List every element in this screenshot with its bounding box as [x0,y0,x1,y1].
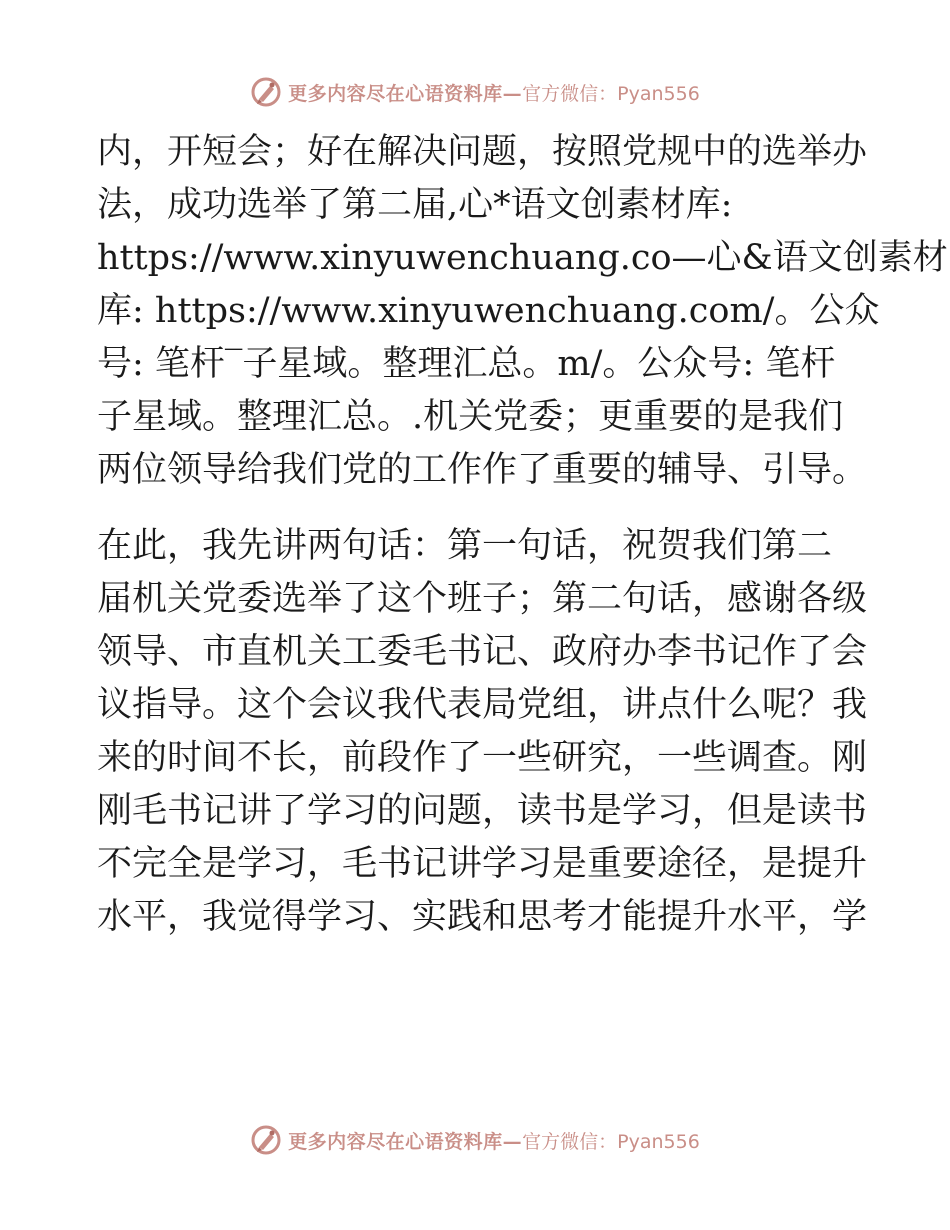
banner-title: 更多内容尽在心语资料库— [288,1130,523,1153]
brush-pen-logo-icon [250,76,282,108]
text-line: 库: https://www.xinyuwenchuang.com/。公众 [97,291,880,331]
document-body [97,126,948,944]
text-line: 刚毛书记讲了学习的问题，读书是学习，但是读书 [97,791,868,831]
banner-account: 官方微信：Pyan556 [522,1130,700,1153]
paragraph-2 [97,520,868,944]
text-line: 内，开短会；好在解决问题，按照党规中的选举办 [97,132,868,172]
text-line: 子星域。整理汇总。.机关党委；更重要的是我们 [97,397,844,437]
banner-title: 更多内容尽在心语资料库— [288,82,523,105]
paragraph-1 [97,126,948,497]
text-line: 届机关党委选举了这个班子；第二句话，感谢各级 [97,579,868,619]
text-line: 水平，我觉得学习、实践和思考才能提升水平，学 [97,897,868,937]
banner-account: 官方微信：Pyan556 [522,82,700,105]
text-line: 号: 笔杆‾子星域。整理汇总。m/。公众号: 笔杆 [97,344,836,384]
header-banner [0,72,950,112]
text-line: 两位领导给我们党的工作作了重要的辅导、引导。 [97,450,868,490]
text-line: 不完全是学习，毛书记讲学习是重要途径，是提升 [97,844,868,884]
footer-banner [0,1120,950,1160]
text-line: https://www.xinyuwenchuang.co—心&语文创素材 [97,238,948,278]
text-line: 在此，我先讲两句话：第一句话，祝贺我们第二 [97,526,833,566]
text-line: 领导、市直机关工委毛书记、政府办李书记作了会 [97,632,868,672]
text-line: 议指导。这个会议我代表局党组，讲点什么呢？我 [97,685,868,725]
text-line: 法，成功选举了第二届,心*语文创素材库: [97,185,733,225]
brush-pen-logo-icon [250,1124,282,1156]
text-line: 来的时间不长，前段作了一些研究，一些调查。刚 [97,738,868,778]
